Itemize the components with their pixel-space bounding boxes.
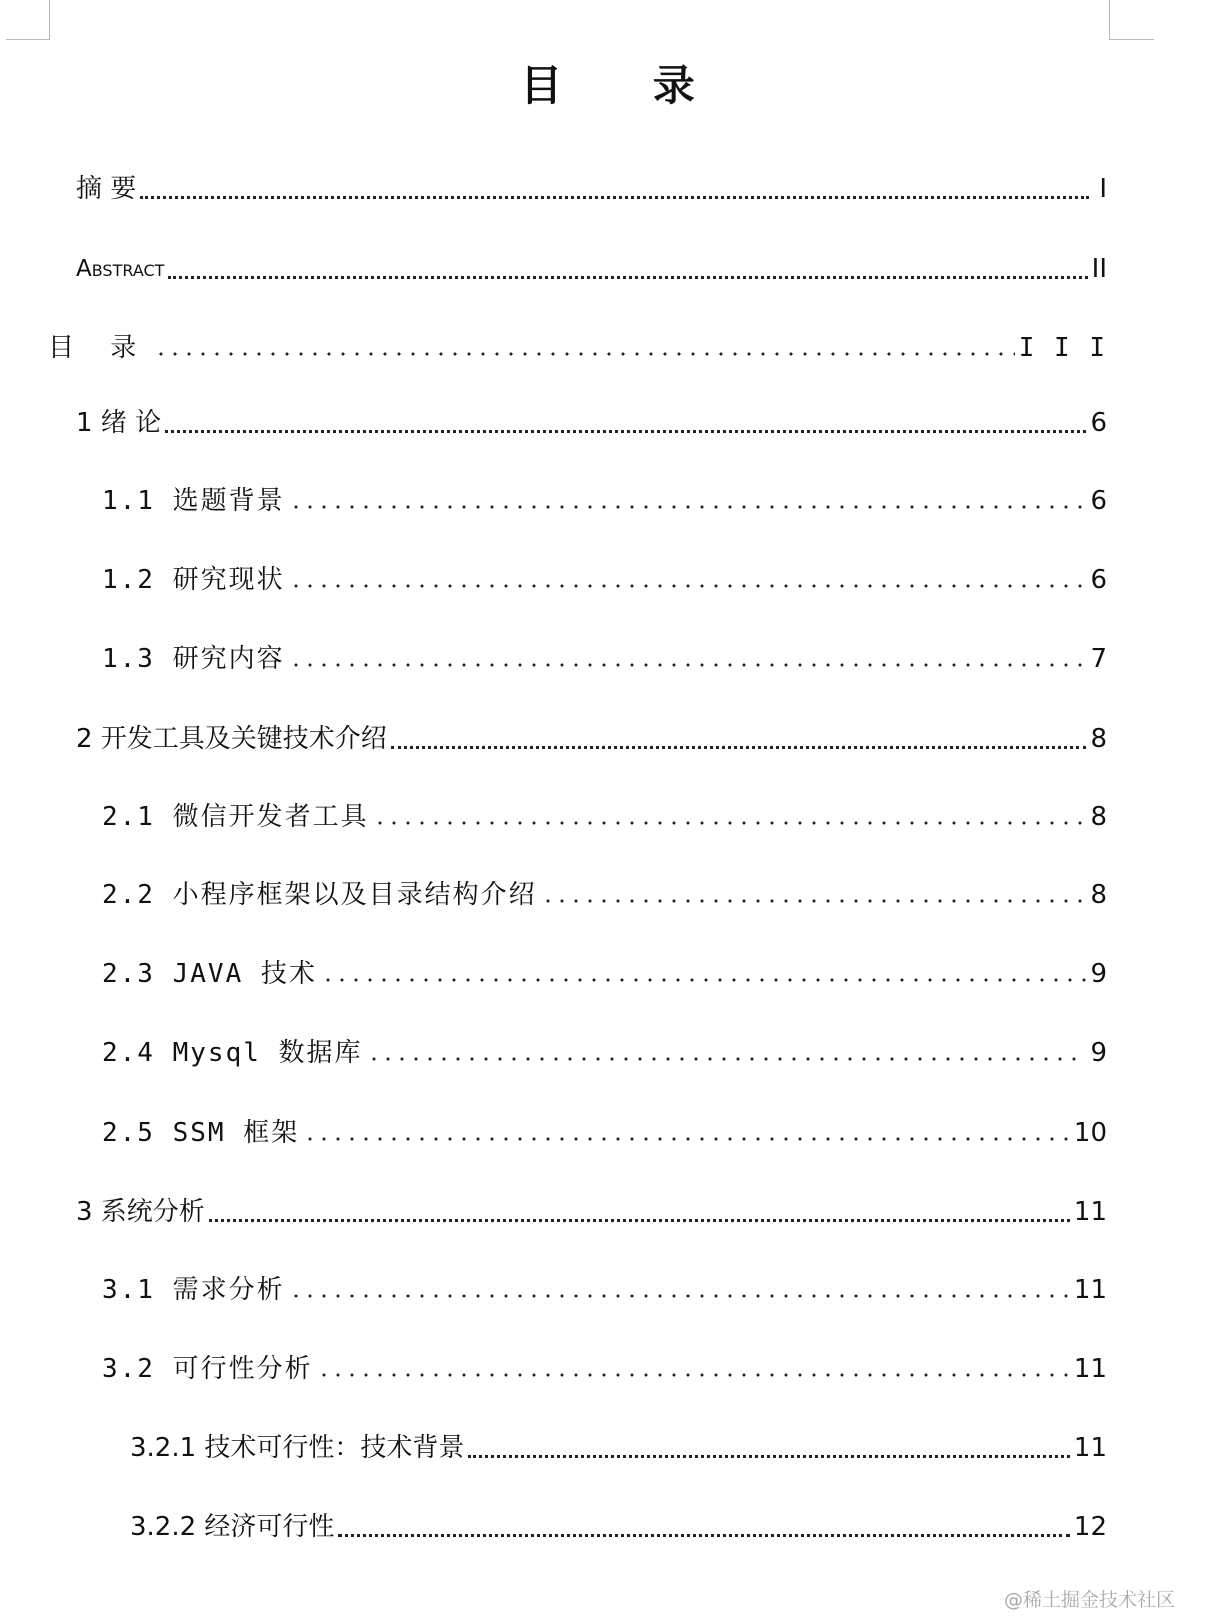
page-corner-mark-right xyxy=(1109,0,1154,40)
dot-leader xyxy=(303,1136,1070,1142)
toc-entry[interactable] xyxy=(130,1425,1107,1465)
toc-entry-page: II xyxy=(1091,254,1107,284)
toc-entry-page: 11 xyxy=(1073,1354,1107,1384)
toc-entry[interactable] xyxy=(102,794,1107,834)
toc-entry-label: 2.2 小程序框架以及目录结构介绍 xyxy=(102,880,537,910)
dot-leader xyxy=(289,662,1087,668)
toc-entry-page: 6 xyxy=(1090,408,1107,438)
toc-entry[interactable] xyxy=(76,246,1107,286)
toc-entry-label: 3.1 需求分析 xyxy=(102,1275,285,1305)
dot-leader xyxy=(209,1219,1070,1222)
toc-entry[interactable] xyxy=(102,1267,1107,1307)
toc-entry-label: 1 绪 论 xyxy=(76,408,162,438)
dot-leader xyxy=(317,1372,1070,1378)
dot-leader xyxy=(165,430,1086,433)
dot-leader xyxy=(321,977,1087,983)
toc-entry[interactable] xyxy=(102,1346,1107,1386)
toc-entry-label: 2.5 SSM 框架 xyxy=(102,1118,300,1148)
toc-entry-page: 9 xyxy=(1090,1038,1107,1068)
toc-entry[interactable] xyxy=(76,400,1107,440)
toc-entry[interactable] xyxy=(102,1030,1107,1070)
dot-leader xyxy=(154,351,1014,357)
toc-entry-page: I I I xyxy=(1018,333,1107,363)
dot-leader xyxy=(140,196,1089,199)
dot-leader xyxy=(289,583,1087,589)
toc-entry-page: 8 xyxy=(1090,724,1107,754)
page-corner-mark-left xyxy=(6,0,50,40)
toc-entry-label: 2 开发工具及关键技术介绍 xyxy=(76,724,387,754)
toc-entry-label: Abstract xyxy=(76,256,165,282)
watermark: @稀土掘金技术社区 xyxy=(1003,1589,1175,1611)
toc-entry[interactable] xyxy=(130,1504,1107,1544)
toc-entry-page: 8 xyxy=(1090,880,1107,910)
toc-entry[interactable] xyxy=(76,716,1107,756)
toc-entry[interactable] xyxy=(102,478,1107,518)
toc-entry[interactable] xyxy=(102,636,1107,676)
toc-entry[interactable] xyxy=(102,1110,1107,1150)
toc-entry-label: 2.3 JAVA 技术 xyxy=(102,959,317,989)
toc-entry[interactable] xyxy=(48,325,1107,365)
toc-entry-page: 12 xyxy=(1073,1512,1107,1542)
toc-entry-label: 目 录 xyxy=(48,333,151,363)
toc-entry-page: 8 xyxy=(1090,802,1107,832)
dot-leader xyxy=(468,1455,1069,1458)
toc-entry[interactable] xyxy=(102,872,1107,912)
toc-entry[interactable] xyxy=(76,1189,1107,1229)
dot-leader xyxy=(373,820,1087,826)
toc-entry-page: 11 xyxy=(1073,1433,1107,1463)
toc-entry-label: 摘 要 xyxy=(76,174,137,204)
toc-entry-label: 3.2.2 经济可行性 xyxy=(130,1512,335,1542)
dot-leader xyxy=(168,276,1087,279)
toc-entry-page: 6 xyxy=(1090,486,1107,516)
toc-entry-label: 3.2.1 技术可行性：技术背景 xyxy=(130,1433,465,1463)
dot-leader xyxy=(391,746,1087,749)
toc-entry-label: 3 系统分析 xyxy=(76,1197,205,1227)
toc-entry-page: 9 xyxy=(1090,959,1107,989)
toc-entry-label: 1.1 选题背景 xyxy=(102,486,285,516)
dot-leader xyxy=(289,504,1087,510)
toc-entry-label: 2.1 微信开发者工具 xyxy=(102,802,369,832)
dot-leader xyxy=(338,1534,1069,1537)
toc-entry-page: 7 xyxy=(1090,644,1107,674)
toc-entry-label: 1.3 研究内容 xyxy=(102,644,285,674)
dot-leader xyxy=(367,1056,1087,1062)
toc-entry[interactable] xyxy=(102,951,1107,991)
dot-leader xyxy=(289,1293,1070,1299)
toc-entry[interactable] xyxy=(76,166,1107,206)
toc-entry-page: 10 xyxy=(1073,1118,1107,1148)
toc-entry-page: 6 xyxy=(1090,565,1107,595)
toc-entry-page: I xyxy=(1099,174,1107,204)
toc-entry-label: 1.2 研究现状 xyxy=(102,565,285,595)
toc-entry-label: 3.2 可行性分析 xyxy=(102,1354,313,1384)
toc-entry[interactable] xyxy=(102,557,1107,597)
toc-entry-label: 2.4 Mysql 数据库 xyxy=(102,1038,363,1068)
toc-title: 目 录 xyxy=(520,61,733,110)
toc-entry-page: 11 xyxy=(1073,1275,1107,1305)
toc-entry-page: 11 xyxy=(1073,1197,1107,1227)
dot-leader xyxy=(541,898,1087,904)
